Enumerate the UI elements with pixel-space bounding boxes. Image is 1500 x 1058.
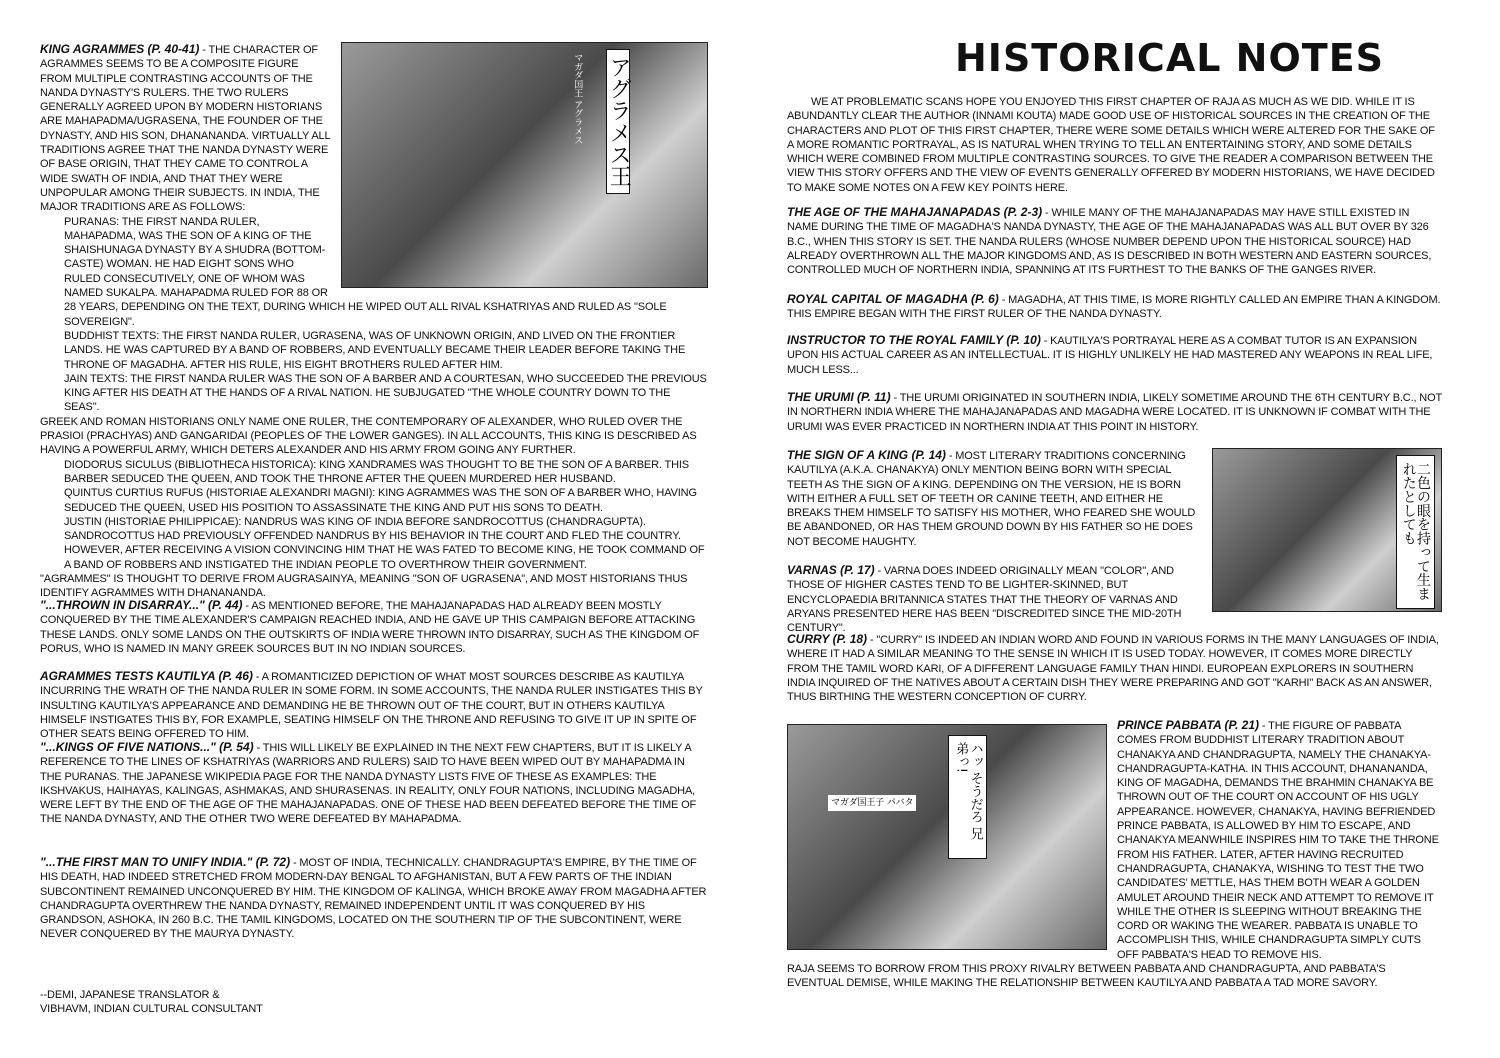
section-body: - A ROMANTICIZED DEPICTION OF WHAT MOST SOURCES DESCRIBE AS KAUTILYA INCURRING THE WRATH OF THE NANDA RULER IN SOME FORM. IN SOME ACCOUNTS, THE NANDA RULER INSTIGATES THIS BY INSULTING KAUTILYA'S APPEARANCE AND DEMANDING HE BE THROWN OUT OF THE COURT, BUT IN OTHERS KAUTILYA HIMSELF INSTIGATES THIS BY, FOR EXAMPLE, SEATING HIMSELF ON THE THRONE AND REFUSING TO GIVE IT UP IN SPITE OF OTHER SEATS BEING OFFERED TO HIM.	[40, 671, 703, 741]
paragraph-agrammes-name: "AGRAMMES" IS THOUGHT TO DERIVE FROM AUGRASAINYA, MEANING "SON OF UGRASENA", AND MOST HISTORIANS THUS IDENTIFY AGRAMMES WITH DHANANANDA.	[40, 572, 688, 600]
section-instructor	[787, 333, 1442, 377]
section-heading: AGRAMMES TESTS KAUTILYA (P. 46)	[40, 669, 253, 683]
section-heading: THE AGE OF THE MAHAJANAPADAS (P. 2-3)	[787, 205, 1043, 219]
paragraph-diodorus: DIODORUS SICULUS (BIBLIOTHECA HISTORICA): KING XANDRAMES WAS THOUGHT TO BE THE SON OF A BARBER. THIS BARBER SEDUCED THE QUEEN, AND TOOK THE THRONE AFTER THE QUEEN MURDERED HER HUSBAND.	[64, 458, 689, 485]
section-body: - AS MENTIONED BEFORE, THE MAHAJANAPADAS HAD ALREADY BEEN MOSTLY CONQUERED BY THE TIME ALEXANDER'S CAMPAIGN REACHED INDIA, AND HE GAVE UP THIS CAMPAIGN BEFORE ATTACKING THESE LANDS. ONLY SOME LANDS ON THE OUTSKIRTS OF INDIA WERE THROWN INTO DISARRAY, SUCH AS THE KINGDOM OF PORUS, WHO IS NAMED IN MANY GREEK SOURCES BUT IN NO INDIAN SOURCES.	[40, 600, 700, 655]
section-heading: INSTRUCTOR TO THE ROYAL FAMILY (P. 10)	[787, 333, 1041, 347]
section-king-agrammes	[40, 42, 708, 601]
section-heading: ROYAL CAPITAL OF MAGADHA (P. 6)	[787, 292, 999, 306]
section-body: - THE URUMI ORIGINATED IN SOUTHERN INDIA, LIKELY SOMETIME AROUND THE 6TH CENTURY B.C., NOT IN NORTHERN INDIA WHERE THE MAHAJANAPADAS AND MAGADHA WERE LOCATED. IT IS UNKNOWN IF COMBAT WITH THE URUMI WAS EVER PRACTICED IN NORTHERN INDIA AT THIS POINT IN HISTORY.	[787, 392, 1442, 433]
section-body: - "CURRY" IS INDEED AN INDIAN WORD AND FOUND IN VARIOUS FORMS IN THE MANY LANGUAGES OF INDIA, WHERE IT HAD A SIMILAR MEANING TO THE SENSE IN WHICH IT IS USED TODAY. HOWEVER, IT COMES MORE DIRECTLY FROM THE TAMIL WORD KARI, OF A DIFFERENT LANGUAGE FAMILY THAN HINDI. EUROPEAN EXPLORERS IN SOUTHERN INDIA INQUIRED OF THE NATIVES ABOUT A CERTAIN DISH THEY WERE PREPARING AND GOT "KARHI" BACK AS AN ANSWER, THUS BIRTHING THE WESTERN CONCEPTION OF CURRY.	[787, 634, 1439, 704]
section-agrammes-tests-kautilya	[40, 669, 708, 741]
section-curry	[787, 632, 1442, 704]
section-heading: THE SIGN OF A KING (P. 14)	[787, 448, 946, 462]
section-first-man-to-unify-india	[40, 855, 708, 942]
paragraph-buddhist: BUDDHIST TEXTS: THE FIRST NANDA RULER, UGRASENA, WAS OF UNKNOWN ORIGIN, AND LIVED ON THE FRONTIER LANDS. HE WAS CAPTURED BY A BAND OF ROBBERS, AND EVENTUALLY BECAME THEIR LEADER BEFORE TAKING THE THRONE OF MAGADHA. AFTER HIS RULE, HIS EIGHT BROTHERS RULED AFTER HIM.	[64, 329, 686, 371]
signature	[40, 988, 708, 1017]
closing-paragraph: RAJA SEEMS TO BORROW FROM THIS PROXY RIVALRY BETWEEN PABBATA AND CHANDRAGUPTA, AND PABBATA'S EVENTUAL DEMISE, WHILE MAKING THE RELATIONSHIP BETWEEN KAUTILYA AND PABBATA A TAD MORE SAVORY.	[787, 963, 1386, 990]
signature-line: VIBHAVM, INDIAN CULTURAL CONSULTANT	[40, 1003, 263, 1016]
intro-paragraph: WE AT PROBLEMATIC SCANS HOPE YOU ENJOYED THIS FIRST CHAPTER OF RAJA AS MUCH AS WE DID. WHILE IT IS ABUNDANTLY CLEAR THE AUTHOR (INNAMI KOUTA) MADE GOOD USE OF HISTORICAL SOURCES IN THE CREATION OF THE CHARACTERS AND PLOT OF THIS FIRST CHAPTER, THERE WERE SOME DETAILS WHICH WERE ALTERED FOR THE SAKE OF A MORE ROMANTIC PORTRAYAL, AS IS NATURAL WHEN TRYING TO TELL AN ENTERTAINING STORY, AND SOME DETAILS WHICH WERE COMBINED FROM MULTIPLE CONTRASTING SOURCES. TO GIVE THE READER A COMPARISON BETWEEN THE VIEW THIS STORY OFFERS AND THE VIEW OF EVENTS GENERALLY OFFERED BY MODERN HISTORIANS, WE HAVE DECIDED TO MAKE SOME NOTES ON A FEW KEY POINTS HERE.	[787, 96, 1435, 194]
page-title: HISTORICAL NOTES	[955, 36, 1385, 80]
paragraph-quintus: QUINTUS CURTIUS RUFUS (HISTORIAE ALEXANDRI MAGNI): KING AGRAMMES WAS THE SON OF A BARBER WHO, HAVING SEDUCED THE QUEEN, USED HIS POSITION TO ASSASSINATE THE KING AND PUT HIS SONS TO DEATH.	[64, 487, 697, 514]
section-body: - THIS WILL LIKELY BE EXPLAINED IN THE NEXT FEW CHAPTERS, BUT IT IS LIKELY A REFERENCE TO THE LINES OF KSHATRIYAS (WARRIORS AND RULERS) SAID TO HAVE BEEN WIPED OUT BY MAHAPADMA IN THE PURANAS. THE JAPANESE WIKIPEDIA PAGE FOR THE NANDA DYNASTY LISTS FIVE OF THESE AS EXAMPLES: THE IKSHVAKUS, HAIHAYAS, KALINGAS, ASHMAKAS, AND SHURASENAS. IN REALITY, ONLY FOUR NATIONS, INCLUDING MAGADHA, WERE LEFT BY THE END OF THE AGE OF THE MAHAJANAPADAS. ONE OF THESE HAD BEEN DEFEATED BEFORE THE TIME OF THE NANDA DYNASTY, AND THE OTHER TWO WERE DEFEATED BY MAHAPADMA.	[40, 742, 697, 826]
speech-bubble: ハッ そうだろ 兄弟っ!	[948, 735, 987, 859]
speech-bubble: 二色の眼を持って生まれたとしても	[1396, 455, 1435, 609]
section-heading: "...KINGS OF FIVE NATIONS..." (P. 54)	[40, 740, 254, 754]
section-body: - MAGADHA, AT THIS TIME, IS MORE RIGHTLY CALLED AN EMPIRE THAN A KINGDOM. THIS EMPIRE BEGAN WITH THE FIRST RULER OF THE NANDA DYNASTY.	[787, 294, 1441, 321]
section-body: - KAUTILYA'S PORTRAYAL HERE AS A COMBAT TUTOR IS AN EXPANSION UPON HIS ACTUAL CAREER AS AN INTELLECTUAL. IT IS HIGHLY UNLIKELY HE HAD MASTERED ANY WEAPONS IN REAL LIFE, MUCH LESS...	[787, 335, 1433, 376]
section-royal-capital	[787, 292, 1442, 322]
section-thrown-in-disarray	[40, 598, 708, 656]
section-prince-pabbata	[787, 718, 1442, 991]
paragraph-puranas: PURANAS: THE FIRST NANDA RULER, MAHAPADMA, WAS THE SON OF A KING OF THE SHAISHUNAGA DYNASTY BY A SHUDRA (BOTTOM-CASTE) WOMAN. HE HAD EIGHT SONS WHO RULED CONSECUTIVELY, ONE OF WHOM WAS NAMED SUKALPA. MAHAPADMA RULED FOR 88 OR 28 YEARS, DEPENDING ON THE TEXT, DURING WHICH HE WIPED OUT ALL RIVAL KSHATRIYAS AND RULED AS "SOLE SOVEREIGN".	[64, 215, 667, 328]
section-kings-of-five-nations	[40, 740, 708, 827]
section-heading: "...THE FIRST MAN TO UNIFY INDIA." (P. 72)	[40, 855, 291, 869]
section-heading: THE URUMI (P. 11)	[787, 390, 891, 404]
paragraph-justin: JUSTIN (HISTORIAE PHILIPPICAE): NANDRUS WAS KING OF INDIA BEFORE SANDROCOTTUS (CHANDRAGUPTA). SANDROCOTTUS HAD PREVIOUSLY OFFENDED NANDRUS BY HIS BEHAVIOR IN THE COURT AND FLED THE COUNTRY. HOWEVER, AFTER RECEIVING A VISION CONVINCING HIM THAT HE WAS FATED TO BECOME KING, HE TOOK COMMAND OF A BAND OF ROBBERS AND INSTIGATED THE INDIAN PEOPLE TO OVERTHROW THEIR GOVERNMENT.	[64, 515, 705, 571]
kautilya-illustration	[1212, 448, 1442, 612]
section-sign-of-a-king	[787, 448, 1442, 636]
section-body: - VARNA DOES INDEED ORIGINALLY MEAN "COLOR", AND THOSE OF HIGHER CASTES TEND TO BE LIGHTER-SKINNED, BUT ENCYCLOPAEDIA BRITANNICA STATES THAT THE THEORY OF VARNAS AND ARYANS PRESENTED HERE HAS BEEN "DISCREDITED SINCE THE MID-20TH CENTURY".	[787, 565, 1182, 635]
section-age-of-mahajanapadas	[787, 205, 1442, 277]
section-body: - THE CHARACTER OF AGRAMMES SEEMS TO BE A COMPOSITE FIGURE FROM MULTIPLE CONTRASTING ACCOUNTS OF THE NANDA DYNASTY'S RULERS. THE TWO RULERS GENERALLY AGREED UPON BY MODERN HISTORIANS ARE MAHAPADMA/UGRASENA, THE FOUNDER OF THE DYNASTY, AND HIS SON, DHANANANDA. VIRTUALLY ALL TRADITIONS AGREE THAT THE NANDA DYNASTY WERE OF BASE ORIGIN, THAT THEY CAME TO CONTROL A WIDE SWATH OF INDIA, AND THAT THEY WERE UNPOPULAR AMONG THEIR SUBJECTS. IN INDIA, THE MAJOR TRADITIONS ARE AS FOLLOWS:	[40, 44, 331, 214]
section-heading: PRINCE PABBATA (P. 21)	[1117, 718, 1260, 732]
section-heading: VARNAS (P. 17)	[787, 563, 875, 578]
section-heading: "...THROWN IN DISARRAY..." (P. 44)	[40, 598, 243, 612]
section-body: - MOST LITERARY TRADITIONS CONCERNING KAUTILYA (A.K.A. CHANAKYA) ONLY MENTION BEING BORN WITH SPECIAL TEETH AS THE SIGN OF A KING. DEPENDING ON THE VERSION, HE IS BORN WITH EITHER A FULL SET OF TEETH OR CANINE TEETH, AND EITHER HE BREAKS THEM HIMSELF TO SATISFY HIS MOTHER, WHO FEARED SHE WOULD BE ABANDONED, OR HAS THEM GROUND DOWN BY HIS FATHER SO HE DOES NOT BECOME HAUGHTY.	[787, 450, 1196, 548]
section-body: - WHILE MANY OF THE MAHAJANAPADAS MAY HAVE STILL EXISTED IN NAME DURING THE TIME OF MAGADHA'S NANDA DYNASTY, THE AGE OF THE MAHAJANAPADAS WAS ALL BUT OVER BY 326 B.C., WHEN THIS STORY IS SET. THE NANDA RULERS (WHOSE NUMBER DEPEND UPON THE HISTORICAL SOURCE) HAD ALREADY OVERTHROWN ALL THE MAJOR KINGDOMS AND, AS IS DESCRIBED IN BOTH WESTERN AND EASTERN SOURCES, CONTROLLED MUCH OF NORTHERN INDIA, SPANNING AT ITS FURTHEST TO THE BANKS OF THE GANGES RIVER.	[787, 207, 1432, 277]
section-urumi	[787, 390, 1442, 434]
paragraph-greek: GREEK AND ROMAN HISTORIANS ONLY NAME ONE RULER, THE CONTEMPORARY OF ALEXANDER, WHO RULED OVER THE PRASIOI (PRACHYAS) AND GANGARIDAI (PEOPLES OF THE LOWER GANGES). IN ALL ACCOUNTS, THIS KING IS DESCRIBED AS HAVING A POWERFUL ARMY, WHICH DETERS ALEXANDER AND HIS ARMY FROM GOING ANY FURTHER.	[40, 415, 697, 457]
pabbata-illustration	[787, 724, 1107, 950]
section-heading: CURRY (P. 18)	[787, 632, 868, 646]
paragraph-jain: JAIN TEXTS: THE FIRST NANDA RULER WAS THE SON OF A BARBER AND A COURTESAN, WHO SUCCEEDED THE PREVIOUS KING AFTER HIS DEATH AT THE HANDS OF A RIVAL NATION. HE SUBJUGATED "THE WHOLE COUNTRY DOWN TO THE SEAS".	[64, 372, 707, 414]
signature-line: --DEMI, JAPANESE TRANSLATOR &	[40, 989, 220, 1001]
speech-bubble: アグラメス王	[606, 49, 630, 194]
section-heading: KING AGRAMMES (P. 40-41)	[40, 42, 200, 56]
character-caption: マガダ国王 アグラメス	[572, 53, 583, 145]
section-body: - THE FIGURE OF PABBATA COMES FROM BUDDHIST LITERARY TRADITION ABOUT CHANAKYA AND CHANDRAGUPTA, NAMELY THE CHANAKYA-CHANDRAGUPTA-KATHA. IN THIS ACCOUNT, DHANANANDA, KING OF MAGADHA, DEMANDS THE BRAHMIN CHANAKYA BE THROWN OUT OF THE COURT ON ACCOUNT OF HIS UGLY APPEARANCE. HOWEVER, CHANAKYA, HAVING BEFRIENDED PRINCE PABBATA, IS ALLOWED BY HIM TO ESCAPE, AND CHANAKYA MEANWHILE INSPIRES HIM TO TAKE THE THRONE FROM HIS FATHER. LATER, AFTER HAVING RECRUITED CHANDRAGUPTA, CHANAKYA, WISHING TO TEST THE TWO CANDIDATES' METTLE, HAS THEM BOTH WEAR A GOLDEN AMULET AROUND THEIR NECK AND ATTEMPT TO REMOVE IT WHILE THE OTHER IS SLEEPING WITHOUT BREAKING THE CORD OR WAKING THE WEARER. PABBATA IS UNABLE TO ACCOMPLISH THIS, WHILE CHANDRAGUPTA SIMPLY CUTS OFF PABBATA'S HEAD TO REMOVE HIS.	[1117, 720, 1439, 961]
section-body: - MOST OF INDIA, TECHNICALLY. CHANDRAGUPTA'S EMPIRE, BY THE TIME OF HIS DEATH, HAD INDEED STRETCHED FROM MODERN-DAY BENGAL TO AFGHANISTAN, BUT A FEW PARTS OF THE INDIAN SUBCONTINENT REMAINED UNCONQUERED BY HIM. THE KINGDOM OF KALINGA, WHICH BROKE AWAY FROM MAGADHA AFTER CHANDRAGUPTA OVERTHREW THE NANDA DYNASTY, REMAINED INDEPENDENT UNTIL IT WAS CONQUERED BY HIS GRANDSON, ASHOKA, IN 260 B.C. THE TAMIL KINGDOMS, LOCATED ON THE SOUTHERN TIP OF THE SUBCONTINENT, WERE NEVER CONQUERED BY THE MAURYA DYNASTY.	[40, 857, 707, 941]
agrammes-illustration	[341, 42, 708, 288]
character-caption: マガダ国王子 パバタ	[828, 795, 916, 811]
